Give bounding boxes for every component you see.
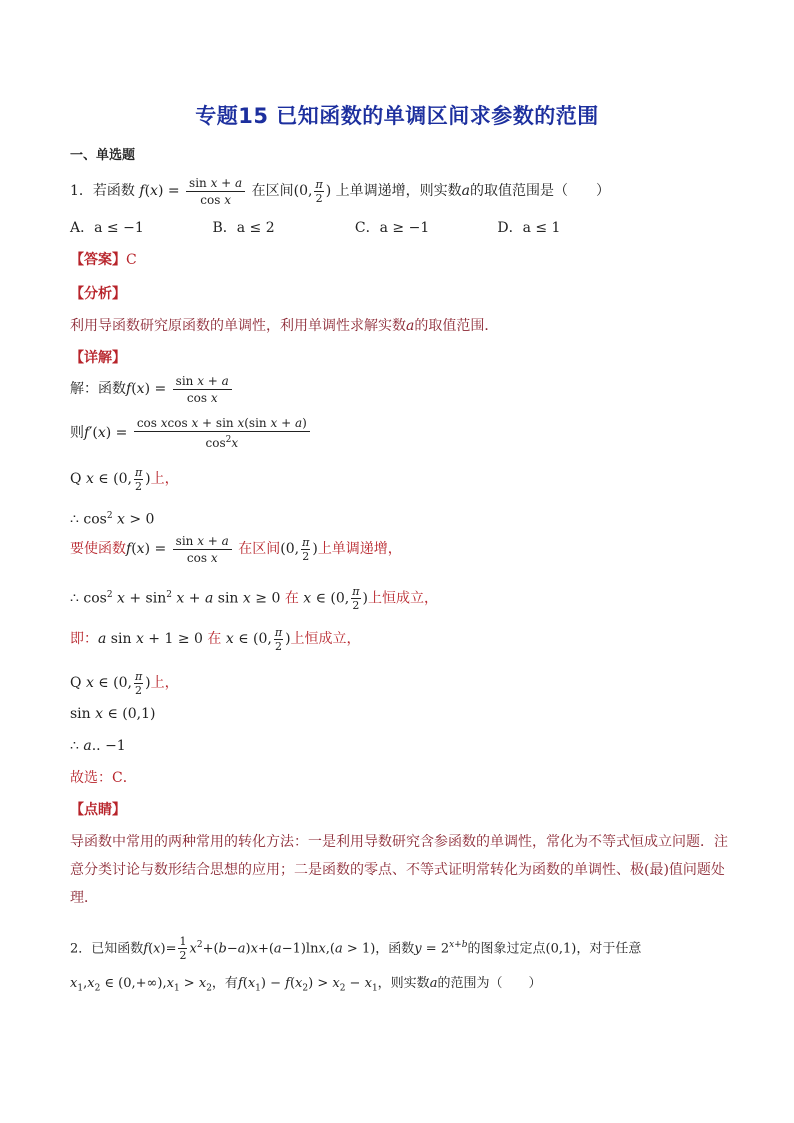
question-2: 2．已知函数f(x)= $\frac{1}{2}$ $x^2+(b-a)x+(a-1)\ln x,(a > 1)$，函数$y = 2^{x+b}$的图象过定点(0,1)，对于任意 [70, 935, 642, 963]
answer-value: C [126, 252, 137, 268]
detail-line-7: 即：a sin x + 1 ≥ 0 在 x ∈ (0, $\frac{\pi}{2}$ )上恒成立， [70, 625, 361, 653]
detail-line-8: Q x ∈ (0, $\frac{\pi}{2}$ )上， [70, 669, 179, 697]
option-b: B．a ≤ 2 [212, 220, 275, 236]
page-title: 专题15 已知函数的单调区间求参数的范围 [195, 104, 599, 128]
comment-text: 导函数中常用的两种常用的转化方法：一是利用导数研究含参函数的单调性，常化为不等式恒成立问题．注意分类讨论与数形结合思想的应用；二是函数的零点、不等式证明常转化为函数的单调性、极(最)值问题处理． [70, 834, 728, 906]
comment-tag: 【点睛】 [70, 802, 126, 818]
question-1: 1．若函数 f(x) = $\frac{\text{sin x + a}}{\text{cos x}}$ 在区间(0, $\frac{\pi}{2}$ ) 上单调递增，则实数a的取值范围是（ ） [70, 175, 610, 207]
detail-line-3: Q x ∈ (0, $\frac{\pi}{2}$ )上， [70, 465, 179, 493]
option-c: C．a ≥ −1 [354, 220, 430, 236]
detail-line-10: ∴ a.. −1 [70, 738, 126, 754]
detail-line-11: 故选：C． [70, 770, 137, 786]
question-1-options [70, 218, 635, 238]
option-d: D．a ≤ 1 [497, 220, 561, 236]
detail-line-2: 则f′(x) = $\frac{\text{cos xcos x + sin x(sin x + a)}}{\cos^2x}$ [70, 414, 312, 452]
detail-tag: 【详解】 [70, 350, 126, 366]
detail-line-5: 要使函数f(x) = $\frac{\text{sin x + a}}{\text{cos x}}$ 在区间(0, $\frac{\pi}{2}$ )上单调递增， [70, 533, 402, 565]
detail-line-9: sin x ∈ (0,1) [70, 706, 156, 722]
analysis-text: 利用导函数研究原函数的单调性，利用单调性求解实数a的取值范围． [70, 318, 499, 334]
detail-line-6: ∴ $\cos^2 x + \sin^2 x + a$ sin x ≥ 0 在 x ∈ (0, $\frac{\pi}{2}$ )上恒成立， [70, 585, 438, 613]
fraction: $\frac{\text{sin x + a}}{\text{cos x}}$ [186, 175, 245, 208]
section-heading: 一、单选题 [70, 148, 136, 163]
answer-tag: 【答案】 [70, 252, 126, 268]
analysis-tag: 【分析】 [70, 286, 126, 302]
detail-line-1: 解：函数f(x) = $\frac{\text{sin x + a}}{\text{cos x}}$ [70, 370, 234, 408]
detail-line-4: ∴ $\cos^2 x > 0$ [70, 511, 155, 528]
answer-line [70, 250, 137, 270]
question-2-line-2: $x_1,x_2$ ∈ $(0,+\infty),x_1 > x_2$，有$f(x_1) - f(x_2) > x_2 - x_1$，则实数a的范围为（ ） [70, 976, 542, 994]
option-a: A．a ≤ −1 [70, 220, 144, 236]
